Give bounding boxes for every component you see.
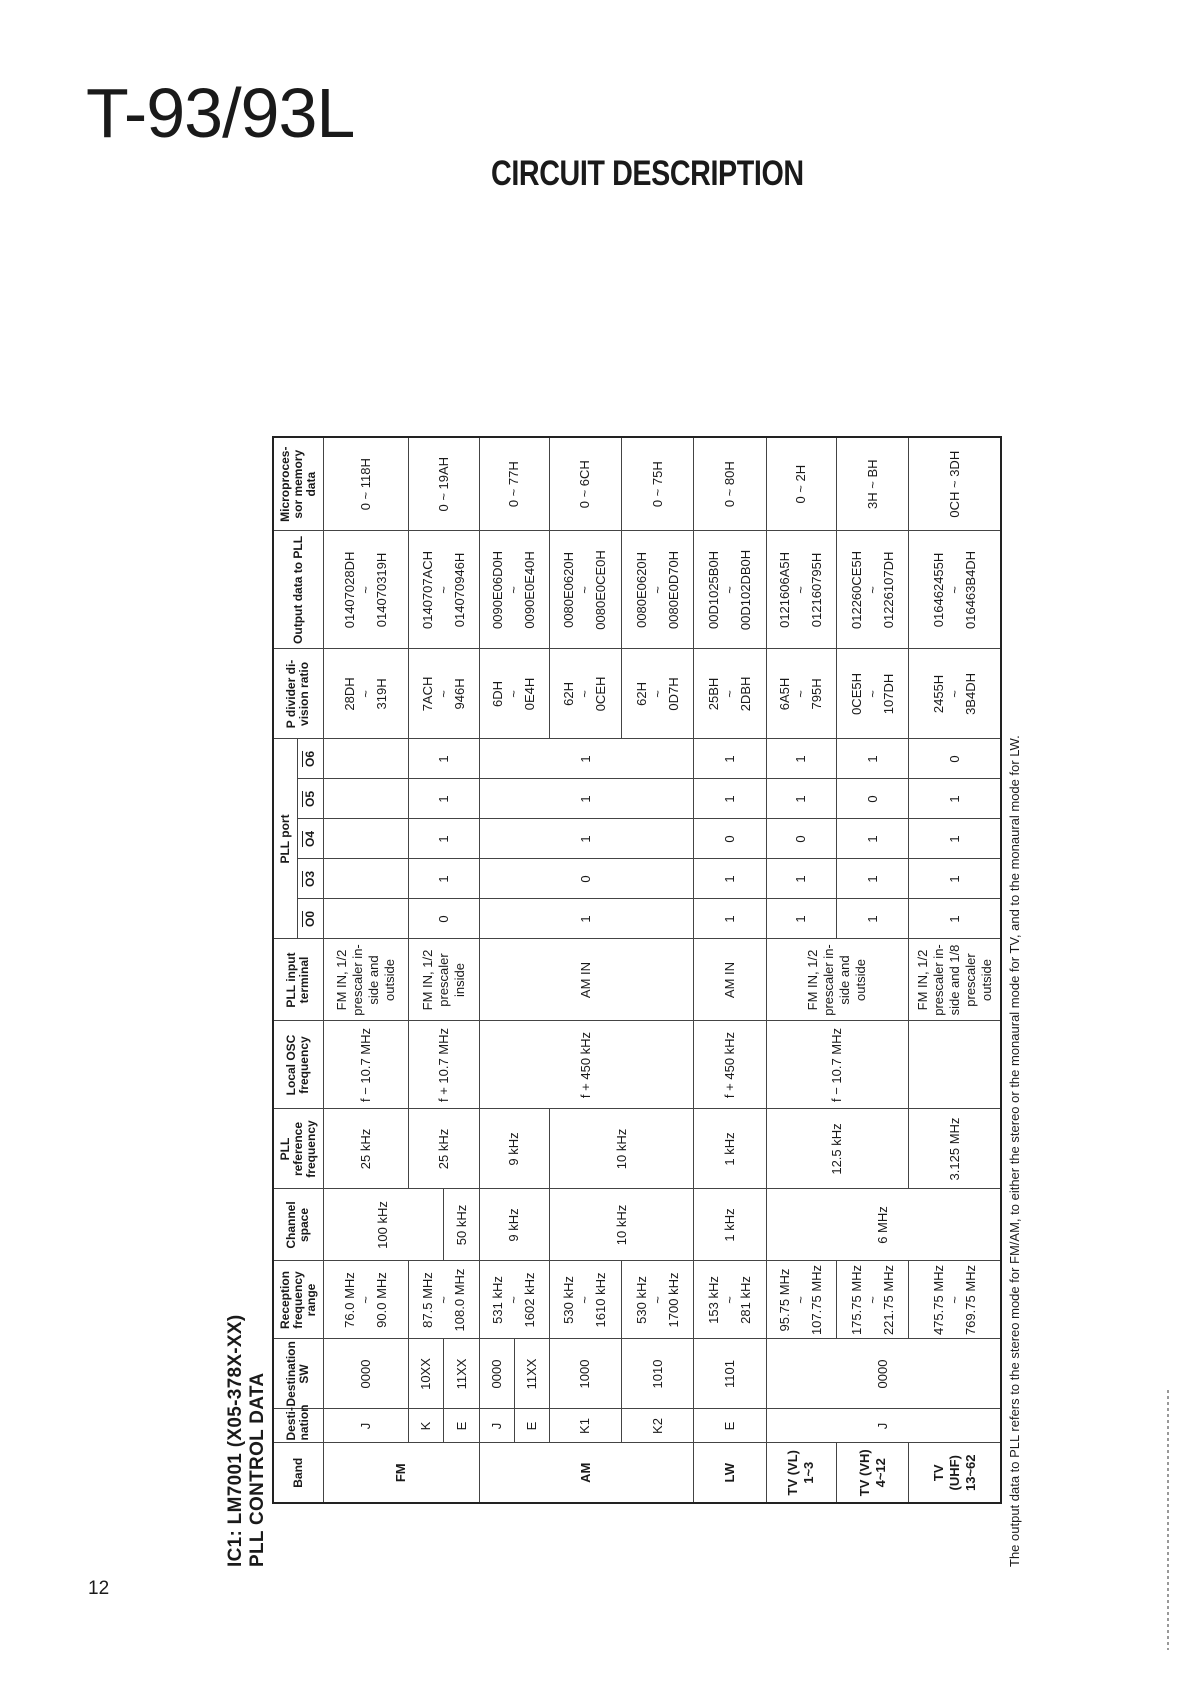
out-from: 01407028DH [341, 551, 357, 629]
port-cell: 1 [694, 739, 766, 779]
reception-range-cell [622, 1261, 694, 1339]
header-channel-space: Channel space [273, 1189, 323, 1261]
p-from: 25BH [706, 677, 722, 711]
p-to: 795H [809, 678, 825, 710]
destination-sw-cell: 1000 [549, 1339, 621, 1409]
reception-range-cell [836, 1261, 908, 1339]
range-from: 175.75 MHz [848, 1264, 864, 1336]
reception-range-cell [549, 1261, 621, 1339]
out-from: 00D1025B0H [706, 550, 722, 629]
channel-space-cell: 1 kHz [694, 1189, 766, 1261]
range-tilde: ~ [946, 1296, 962, 1304]
port-cell: 0 [766, 819, 836, 859]
p-tilde: ~ [649, 690, 665, 698]
micro-data-cell: 0 ~ 80H [694, 437, 766, 531]
reception-range-cell [323, 1261, 409, 1339]
range-from: 475.75 MHz [930, 1264, 946, 1336]
channel-space-cell: 6 MHz [766, 1189, 1001, 1261]
range-from: 530 kHz [561, 1276, 577, 1324]
p-divider-cell [694, 649, 766, 739]
range-from: 76.0 MHz [341, 1272, 357, 1328]
out-tilde: ~ [793, 586, 809, 594]
p-tilde: ~ [946, 690, 962, 698]
out-from: 0080E0620H [633, 552, 649, 628]
destination-cell: K1 [549, 1409, 621, 1443]
table-row [694, 437, 766, 1503]
pll-reference-cell: 12.5 kHz [766, 1109, 908, 1189]
page-number: 12 [88, 1578, 110, 1599]
range-tilde: ~ [577, 1296, 593, 1304]
pll-input-cell: FM IN, 1/2 prescaler in- side and outside [766, 939, 908, 1021]
out-tilde: ~ [946, 586, 962, 594]
range-to: 769.75 MHz [962, 1264, 978, 1336]
range-tilde: ~ [722, 1296, 738, 1304]
destination-cell: K [409, 1409, 444, 1443]
out-tilde: ~ [357, 586, 373, 594]
output-data-cell [766, 531, 836, 649]
port-cell: 0 [909, 739, 1001, 779]
destination-sw-cell: 11XX [514, 1339, 549, 1409]
port-cell: 1 [836, 739, 908, 779]
destination-sw-cell: 11XX [444, 1339, 479, 1409]
header-p-divider: P divider di- vision ratio [273, 649, 323, 739]
range-to: 1610 kHz [593, 1272, 609, 1328]
port-cell: 1 [909, 819, 1001, 859]
header-band: Band [273, 1443, 323, 1503]
p-to: 946H [451, 678, 467, 710]
header-port-o5: O5 [297, 779, 323, 819]
table-footnote: The output data to PLL refers to the stereo mode for FM/AM, to either the stereo or the monaural mode for TV, and to the monaural mode for LW. [1007, 735, 1022, 1567]
header-port-o0: O0 [297, 899, 323, 939]
port-cell: 1 [836, 819, 908, 859]
p-from: 28DH [341, 677, 357, 711]
section-title: CIRCUIT DESCRIPTION [491, 154, 804, 193]
port-cell [323, 739, 409, 779]
destination-sw-cell: 1101 [694, 1339, 766, 1409]
range-to: 90.0 MHz [373, 1272, 389, 1328]
port-cell [323, 819, 409, 859]
destination-cell: E [694, 1409, 766, 1443]
reception-range-cell [909, 1261, 1001, 1339]
pll-input-cell: FM IN, 1/2 prescaler in- side and 1/8 prescaler outside [909, 939, 1001, 1021]
port-cell: 1 [479, 899, 694, 939]
p-divider-cell [836, 649, 908, 739]
p-from: 2455H [930, 674, 946, 714]
pll-input-cell: FM IN, 1/2 prescaler inside [409, 939, 479, 1021]
pll-control-table [272, 436, 1002, 1504]
destination-sw-cell: 0000 [766, 1339, 1001, 1409]
range-tilde: ~ [864, 1296, 880, 1304]
out-to: 014070319H [373, 552, 389, 628]
output-data-cell [549, 531, 621, 649]
header-reception-range: Reception frequency range [273, 1261, 323, 1339]
port-cell: 1 [409, 739, 479, 779]
out-to: 01226107DH [880, 551, 896, 629]
port-cell: 1 [909, 859, 1001, 899]
local-osc-cell: f + 10.7 MHz [409, 1021, 479, 1109]
destination-cell: J [323, 1409, 409, 1443]
p-divider-cell [549, 649, 621, 739]
local-osc-cell [909, 1021, 1001, 1109]
scan-edge-mark [1167, 1390, 1169, 1650]
p-to: 0CEH [593, 676, 609, 712]
local-osc-cell: f + 450 kHz [479, 1021, 694, 1109]
out-tilde: ~ [864, 586, 880, 594]
out-to: 0080E0D70H [665, 550, 681, 629]
p-from: 0CE5H [848, 673, 864, 715]
range-to: 108.0 MHz [451, 1268, 467, 1332]
port-cell: 1 [766, 779, 836, 819]
header-pll-reference: PLL reference frequency [273, 1109, 323, 1189]
range-tilde: ~ [506, 1296, 522, 1304]
range-from: 95.75 MHz [777, 1268, 793, 1332]
p-from: 6DH [490, 680, 506, 707]
p-tilde: ~ [435, 690, 451, 698]
p-divider-cell [909, 649, 1001, 739]
output-data-cell [622, 531, 694, 649]
out-from: 0090E06D0H [490, 550, 506, 629]
port-cell: 0 [836, 779, 908, 819]
range-tilde: ~ [649, 1296, 665, 1304]
range-to: 107.75 MHz [809, 1264, 825, 1336]
micro-data-cell: 0 ~ 19AH [409, 437, 479, 531]
output-data-cell [479, 531, 549, 649]
out-from: 012260CE5H [848, 550, 864, 629]
port-cell: 1 [479, 739, 694, 779]
p-from: 62H [633, 682, 649, 706]
range-from: 153 kHz [706, 1276, 722, 1324]
table-row [409, 437, 444, 1503]
port-cell [323, 779, 409, 819]
model-number: T-93/93L [86, 74, 355, 152]
out-tilde: ~ [435, 586, 451, 594]
header-pll-input: PLL input terminal [273, 939, 323, 1021]
port-cell: 1 [909, 779, 1001, 819]
band-tv-vl: TV (VL) 1~3 [766, 1443, 836, 1503]
caption-subtitle: PLL CONTROL DATA [247, 1372, 268, 1567]
micro-data-cell: 0 ~ 118H [323, 437, 409, 531]
pll-reference-cell: 9 kHz [479, 1109, 549, 1189]
destination-sw-cell: 0000 [479, 1339, 514, 1409]
local-osc-cell: f − 10.7 MHz [323, 1021, 409, 1109]
port-cell: 0 [409, 899, 479, 939]
destination-cell: K2 [622, 1409, 694, 1443]
out-from: 0140707ACH [419, 550, 435, 629]
band-tv-vh: TV (VH) 4~12 [836, 1443, 908, 1503]
header-output-data: Output data to PLL [273, 531, 323, 649]
range-tilde: ~ [435, 1296, 451, 1304]
p-tilde: ~ [506, 690, 522, 698]
table-caption [225, 1315, 269, 1568]
band-am: AM [479, 1443, 694, 1503]
local-osc-cell: f − 10.7 MHz [766, 1021, 908, 1109]
channel-space-cell: 10 kHz [549, 1189, 694, 1261]
pll-input-cell: AM IN [479, 939, 694, 1021]
pll-reference-cell: 3.125 MHz [909, 1109, 1001, 1189]
p-tilde: ~ [357, 690, 373, 698]
table-row [323, 437, 409, 1503]
pll-reference-cell: 1 kHz [694, 1109, 766, 1189]
micro-data-cell: 0 ~ 75H [622, 437, 694, 531]
p-tilde: ~ [577, 690, 593, 698]
port-cell: 1 [479, 779, 694, 819]
out-to: 00D102DB0H [738, 549, 754, 631]
port-cell: 1 [694, 859, 766, 899]
reception-range-cell [479, 1261, 549, 1339]
header-local-osc: Local OSC frequency [273, 1021, 323, 1109]
table-row [479, 437, 514, 1503]
out-tilde: ~ [577, 586, 593, 594]
range-to: 1602 kHz [522, 1272, 538, 1328]
range-to: 1700 kHz [665, 1272, 681, 1328]
header-destination-sw: Destination SW [273, 1339, 323, 1409]
micro-data-cell: 0 ~ 2H [766, 437, 836, 531]
rotated-content [225, 231, 1025, 1567]
port-cell: 1 [409, 779, 479, 819]
table-row [766, 437, 836, 1503]
pll-reference-cell: 10 kHz [549, 1109, 694, 1189]
out-tilde: ~ [722, 586, 738, 594]
channel-space-cell: 50 kHz [444, 1189, 479, 1261]
port-cell: 1 [409, 819, 479, 859]
destination-cell: J [479, 1409, 514, 1443]
p-from: 62H [561, 682, 577, 706]
out-to: 0080E0CE0H [593, 550, 609, 630]
p-tilde: ~ [864, 690, 880, 698]
header-micro-data: Microproces- sor memory data [273, 437, 323, 531]
channel-space-cell: 100 kHz [323, 1189, 444, 1261]
micro-data-cell: 0CH ~ 3DH [909, 437, 1001, 531]
local-osc-cell: f + 450 kHz [694, 1021, 766, 1109]
pll-reference-cell: 25 kHz [323, 1109, 409, 1189]
micro-data-cell: 0 ~ 77H [479, 437, 549, 531]
band-tv-uhf: TV (UHF) 13~62 [909, 1443, 1001, 1503]
micro-data-cell: 0 ~ 6CH [549, 437, 621, 531]
port-cell: 1 [694, 779, 766, 819]
p-divider-cell [409, 649, 479, 739]
port-cell: 1 [836, 859, 908, 899]
port-cell: 0 [479, 859, 694, 899]
destination-cell: J [766, 1409, 1001, 1443]
header-pll-port: PLL port [273, 739, 297, 939]
p-tilde: ~ [793, 690, 809, 698]
p-to: 0D7H [665, 677, 681, 711]
band-fm: FM [323, 1443, 479, 1503]
range-to: 281 kHz [738, 1276, 754, 1324]
p-divider-cell [766, 649, 836, 739]
output-data-cell [409, 531, 479, 649]
channel-space-cell: 9 kHz [479, 1189, 549, 1261]
port-cell: 0 [694, 819, 766, 859]
destination-sw-cell: 1010 [622, 1339, 694, 1409]
port-cell: 1 [479, 819, 694, 859]
header-port-o6: O6 [297, 739, 323, 779]
reception-range-cell [766, 1261, 836, 1339]
out-from: 0121606A5H [777, 552, 793, 628]
port-cell: 1 [766, 859, 836, 899]
port-cell: 1 [766, 739, 836, 779]
output-data-cell [694, 531, 766, 649]
out-to: 016463B4DH [962, 550, 978, 629]
p-from: 7ACH [419, 676, 435, 712]
p-to: 107DH [880, 673, 896, 715]
pll-input-cell: FM IN, 1/2 prescaler in- side and outside [323, 939, 409, 1021]
range-to: 221.75 MHz [880, 1264, 896, 1336]
port-cell: 1 [836, 899, 908, 939]
pll-reference-cell: 25 kHz [409, 1109, 479, 1189]
p-divider-cell [479, 649, 549, 739]
range-from: 87.5 MHz [419, 1272, 435, 1328]
range-tilde: ~ [357, 1296, 373, 1304]
destination-sw-cell: 10XX [409, 1339, 444, 1409]
p-to: 319H [373, 678, 389, 710]
header-port-o4: O4 [297, 819, 323, 859]
p-to: 0E4H [522, 677, 538, 711]
out-to: 014070946H [451, 552, 467, 628]
output-data-cell [909, 531, 1001, 649]
destination-sw-cell: 0000 [323, 1339, 409, 1409]
range-from: 531 kHz [490, 1276, 506, 1324]
out-tilde: ~ [506, 586, 522, 594]
p-to: 2DBH [738, 676, 754, 712]
port-cell [323, 899, 409, 939]
micro-data-cell: 3H ~ BH [836, 437, 908, 531]
output-data-cell [836, 531, 908, 649]
range-tilde: ~ [793, 1296, 809, 1304]
port-cell [323, 859, 409, 899]
output-data-cell [323, 531, 409, 649]
out-tilde: ~ [649, 586, 665, 594]
p-to: 3B4DH [962, 673, 978, 715]
p-divider-cell [323, 649, 409, 739]
p-tilde: ~ [722, 690, 738, 698]
range-from: 530 kHz [633, 1276, 649, 1324]
p-from: 6A5H [777, 677, 793, 711]
band-lw: LW [694, 1443, 766, 1503]
out-from: 016462455H [930, 552, 946, 628]
port-cell: 1 [409, 859, 479, 899]
out-to: 012160795H [809, 552, 825, 628]
pll-input-cell: AM IN [694, 939, 766, 1021]
port-cell: 1 [694, 899, 766, 939]
destination-cell: E [444, 1409, 479, 1443]
header-destination: Desti- nation [273, 1409, 323, 1443]
reception-range-cell [694, 1261, 766, 1339]
caption-ic-line: IC1: LM7001 (X05-378X-XX) [225, 1314, 246, 1567]
out-from: 0080E0620H [561, 552, 577, 628]
p-divider-cell [622, 649, 694, 739]
header-port-o3: O3 [297, 859, 323, 899]
port-cell: 1 [909, 899, 1001, 939]
destination-cell: E [514, 1409, 549, 1443]
out-to: 0090E0E40H [522, 551, 538, 629]
port-cell: 1 [766, 899, 836, 939]
reception-range-cell [409, 1261, 479, 1339]
